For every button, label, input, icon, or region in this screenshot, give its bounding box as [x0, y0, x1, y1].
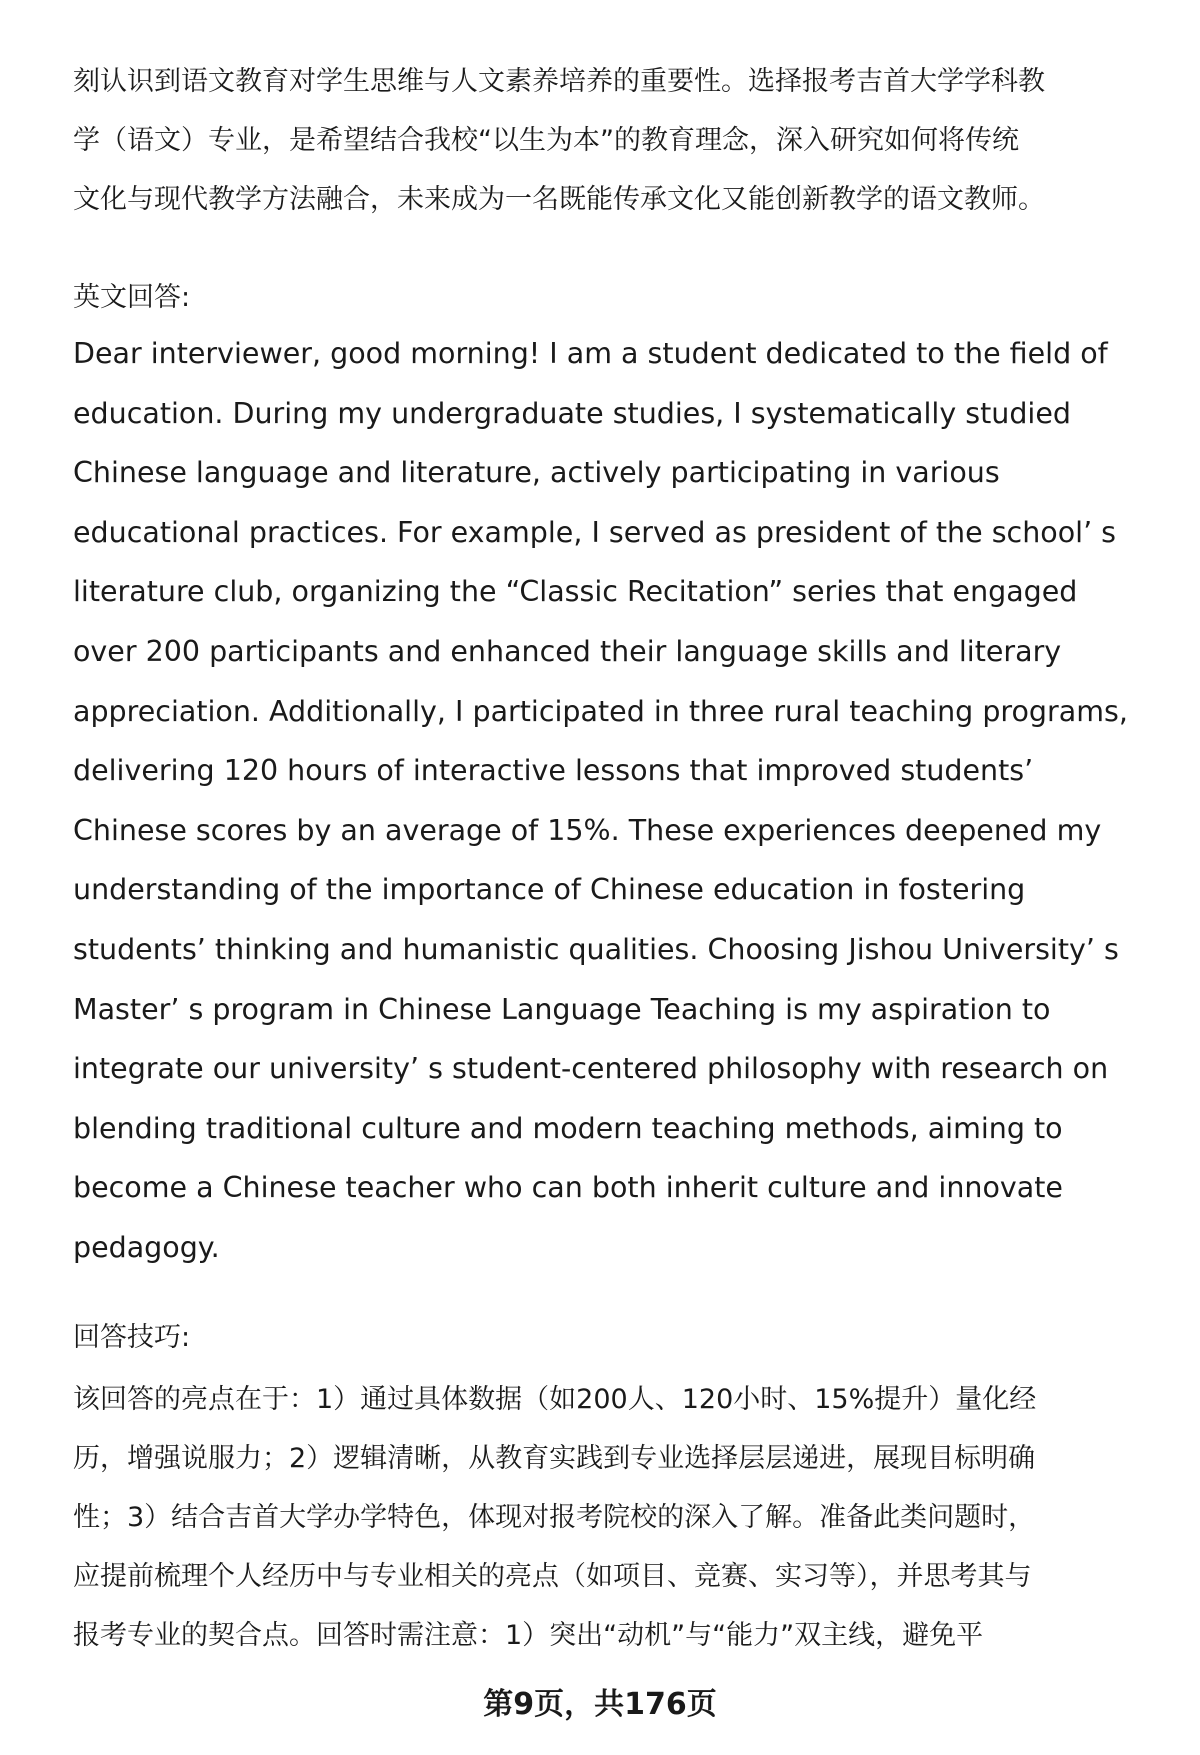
english-line: education. During my undergraduate studies, I systematically studied — [73, 396, 1071, 430]
page-number-footer: 第9页，共176页 — [483, 1687, 717, 1722]
english-line: blending traditional culture and modern teaching methods, aiming to — [73, 1111, 1063, 1145]
intro-paragraph — [73, 52, 1153, 229]
english-line: over 200 participants and enhanced their language skills and literary — [73, 634, 1062, 668]
english-line: Chinese language and literature, actively participating in various — [73, 456, 1000, 490]
english-line: educational practices. For example, I served as president of the school’ s — [73, 515, 1117, 549]
tips-line: 该回答的亮点在于：1）通过具体数据（如200人、120小时、15%提升）量化经 — [73, 1384, 1037, 1415]
english-line: integrate our university’ s student-centered philosophy with research on — [73, 1052, 1109, 1086]
tips-line: 报考专业的契合点。回答时需注意：1）突出“动机”与“能力”双主线，避免平 — [73, 1620, 984, 1651]
english-line: literature club, organizing the “Classic Recitation” series that engaged — [73, 575, 1078, 609]
english-line: Dear interviewer, good morning! I am a student dedicated to the field of — [73, 337, 1108, 370]
tips-line: 历，增强说服力；2）逻辑清晰，从教育实践到专业选择层层递进，展现目标明确 — [73, 1443, 1036, 1474]
intro-line: 学（语文）专业，是希望结合我校“以生为本”的教育理念，深入研究如何将传统 — [73, 125, 1019, 156]
tips-line: 应提前梳理个人经历中与专业相关的亮点（如项目、竞赛、实习等），并思考其与 — [73, 1561, 1032, 1592]
english-line: delivering 120 hours of interactive lessons that improved students’ — [73, 754, 1034, 788]
tips-paragraph — [73, 1370, 1153, 1665]
english-answer-heading: 英文回答: — [73, 282, 191, 313]
english-line: pedagogy. — [73, 1230, 220, 1264]
english-line: understanding of the importance of Chinese education in fostering — [73, 873, 1026, 907]
english-line: Chinese scores by an average of 15%. These experiences deepened my — [73, 813, 1102, 847]
english-line: Master’ s program in Chinese Language Teaching is my aspiration to — [73, 992, 1051, 1026]
tips-heading: 回答技巧: — [73, 1322, 191, 1353]
tips-line: 性；3）结合吉首大学办学特色，体现对报考院校的深入了解。准备此类问题时， — [73, 1502, 1036, 1533]
english-line: become a Chinese teacher who can both inherit culture and innovate — [73, 1171, 1063, 1205]
intro-line: 刻认识到语文教育对学生思维与人文素养培养的重要性。选择报考吉首大学学科教 — [73, 66, 1045, 97]
english-line: students’ thinking and humanistic qualities. Choosing Jishou University’ s — [73, 932, 1119, 966]
intro-line: 文化与现代教学方法融合，未来成为一名既能传承文化又能创新教学的语文教师。 — [73, 184, 1045, 215]
english-line: appreciation. Additionally, I participated in three rural teaching programs, — [73, 694, 1128, 728]
english-answer-paragraph — [73, 324, 1153, 1278]
